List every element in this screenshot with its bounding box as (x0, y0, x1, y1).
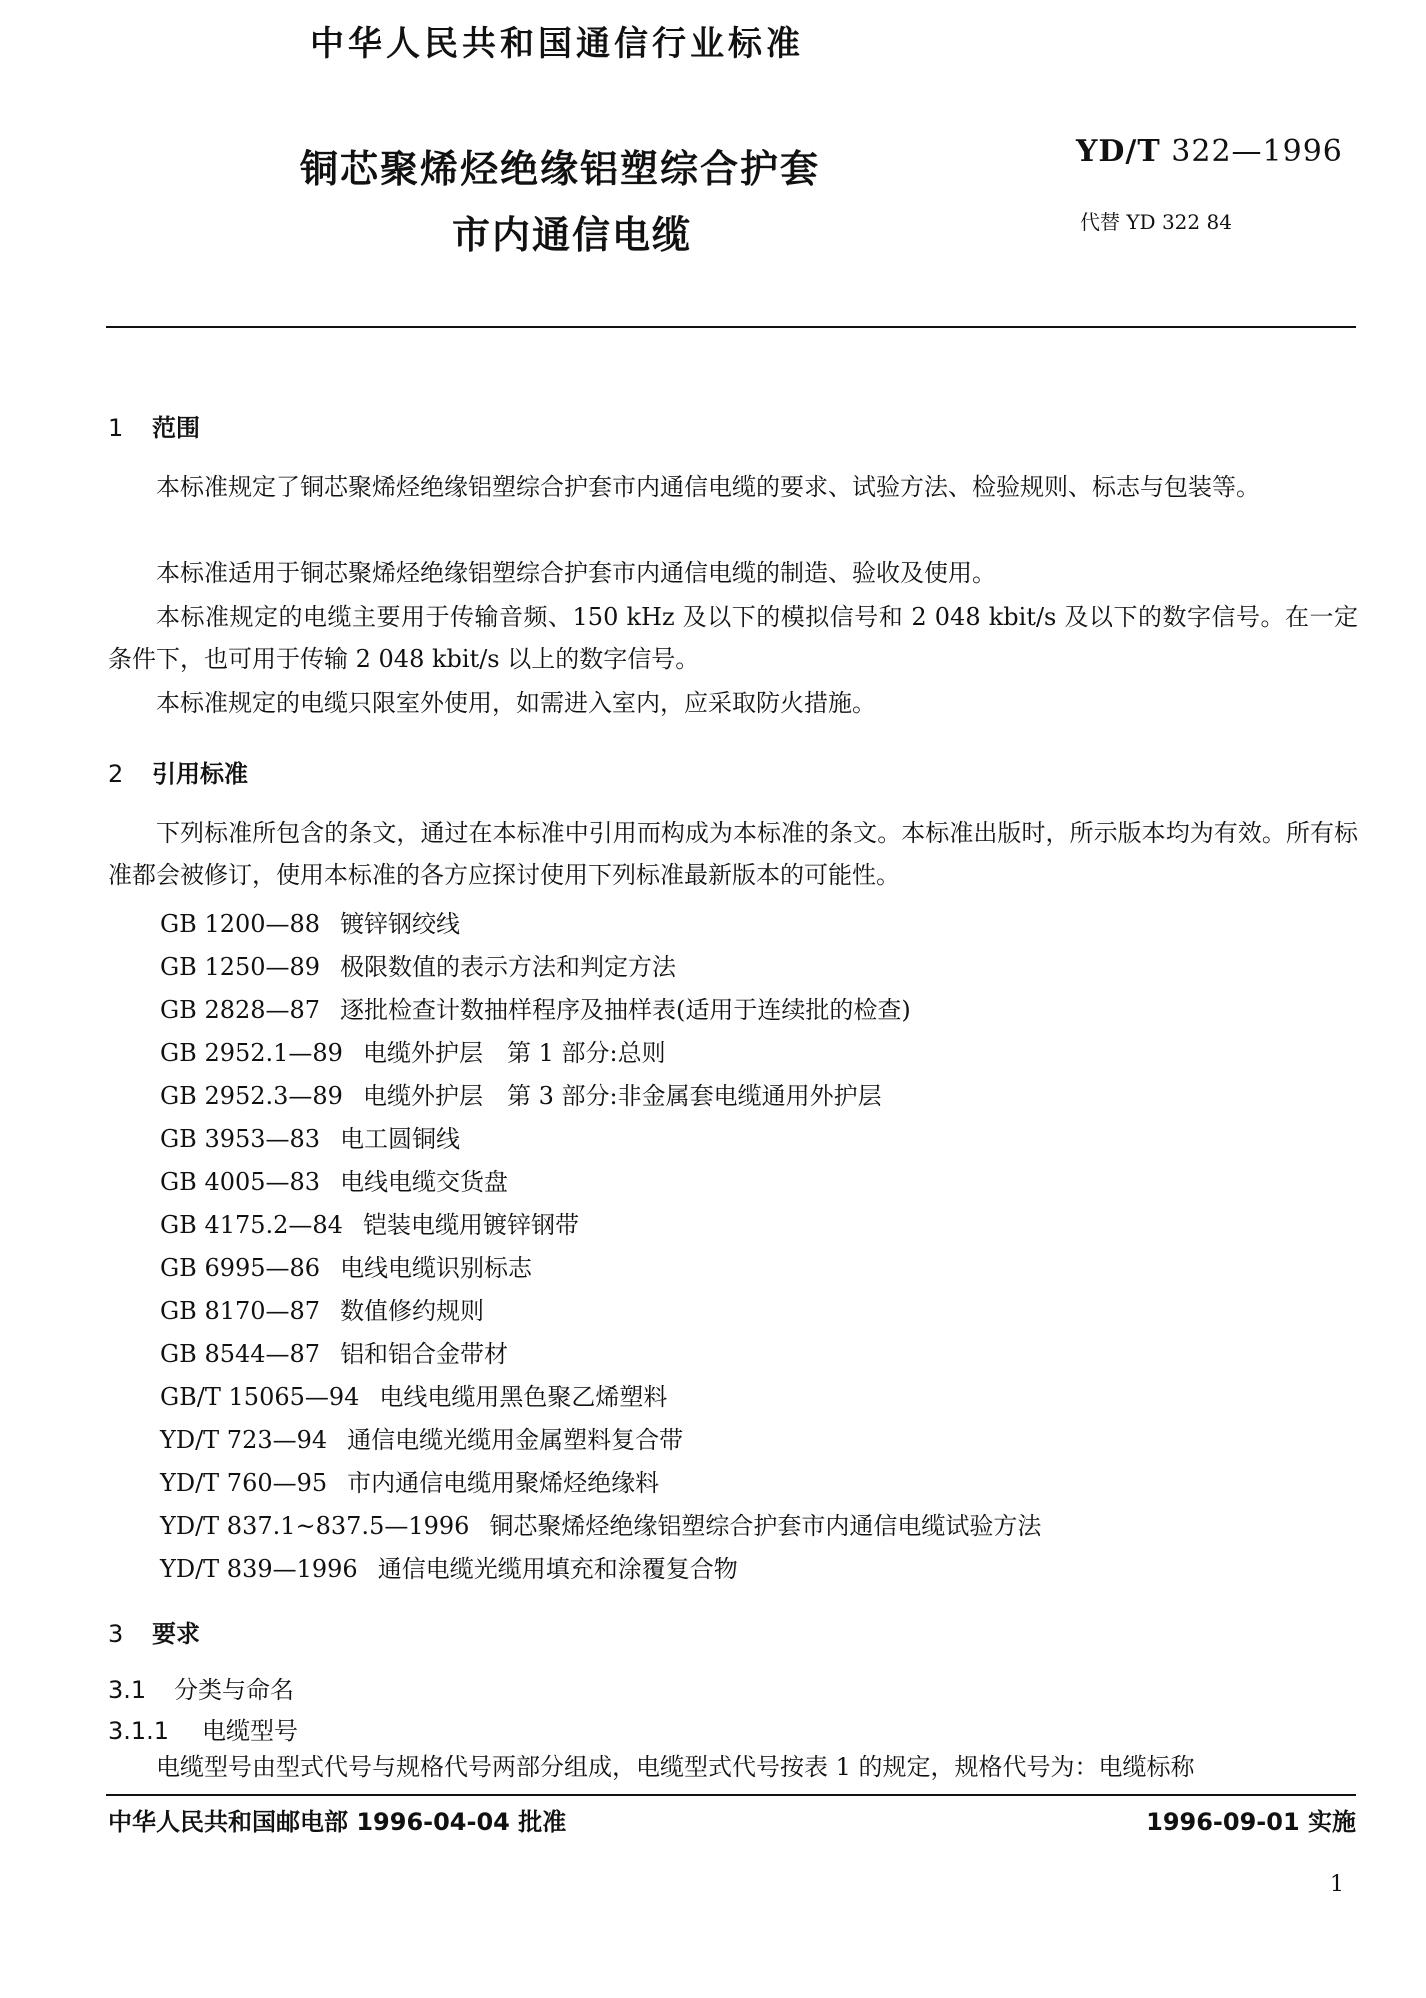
reference-item (160, 1162, 508, 1197)
paragraph: 本标准规定的电缆主要用于传输音频、150 kHz 及以下的模拟信号和 2 048 kbit/s 及以下的数字信号。在一定条件下，也可用于传输 2 048 kbit/s 以上的数字信号。 (108, 603, 1358, 673)
reference-title: 通信电缆光缆用金属塑料复合带 (347, 1426, 684, 1454)
reference-code: YD/T 760—95 (160, 1469, 328, 1497)
reference-item (160, 1033, 666, 1068)
reference-item (160, 1549, 738, 1584)
reference-title: 镀锌钢绞线 (340, 910, 461, 938)
reference-code: GB 4005—83 (160, 1168, 321, 1196)
reference-item (160, 1463, 659, 1498)
reference-item (160, 1076, 882, 1111)
reference-title: 市内通信电缆用聚烯烃绝缘料 (347, 1469, 660, 1497)
section-number: 1 (108, 414, 124, 442)
section-number: 2 (108, 760, 124, 788)
reference-title: 铝和铝合金带材 (340, 1340, 509, 1368)
reference-code: GB 2952.1—89 (160, 1039, 343, 1067)
subsection-3-1-1-heading (108, 1711, 298, 1746)
standard-code-number: 322—1996 (1171, 134, 1343, 169)
paragraph: 本标准规定了铜芯聚烯烃绝缘铝塑综合护套市内通信电缆的要求、试验方法、检验规则、标志与包装等。 (156, 473, 1260, 501)
subsection-title: 分类与命名 (174, 1676, 294, 1704)
section-title: 要求 (152, 1620, 200, 1648)
reference-item (160, 947, 676, 982)
reference-item (160, 904, 460, 939)
reference-code: GB 1200—88 (160, 910, 321, 938)
subsection-number: 3.1.1 (108, 1717, 170, 1745)
reference-title: 逐批检查计数抽样程序及抽样表(适用于连续批的检查) (340, 996, 911, 1024)
reference-item (160, 1506, 1041, 1541)
reference-title: 铠装电缆用镀锌钢带 (362, 1211, 579, 1239)
issuing-category: 中华人民共和国通信行业标准 (310, 24, 804, 64)
reference-title: 电线电缆用黑色聚乙烯塑料 (379, 1383, 668, 1411)
reference-item (160, 1420, 683, 1455)
section-title: 引用标准 (152, 760, 248, 788)
reference-item (160, 1377, 667, 1412)
reference-code: YD/T 723—94 (160, 1426, 328, 1454)
approval-statement: 中华人民共和国邮电部 1996-04-04 批准 (108, 1808, 567, 1836)
reference-item (160, 1248, 532, 1283)
section-number: 3 (108, 1620, 124, 1648)
reference-item (160, 1205, 579, 1240)
document-title-line1: 铜芯聚烯烃绝缘铝塑综合护套 (300, 147, 821, 191)
header-divider (106, 326, 1356, 328)
reference-title: 电工圆铜线 (340, 1125, 461, 1153)
reference-item (160, 990, 911, 1025)
standard-code (1076, 134, 1343, 169)
implementation-date: 1996-09-01 实施 (1146, 1808, 1356, 1836)
reference-code: GB/T 15065—94 (160, 1383, 360, 1411)
reference-item (160, 1291, 484, 1326)
reference-code: YD/T 837.1~837.5—1996 (160, 1512, 470, 1540)
paragraph: 本标准适用于铜芯聚烯烃绝缘铝塑综合护套市内通信电缆的制造、验收及使用。 (156, 559, 996, 587)
reference-title: 极限数值的表示方法和判定方法 (340, 953, 677, 981)
paragraph: 下列标准所包含的条文，通过在本标准中引用而构成为本标准的条文。本标准出版时，所示版本均为有效。所有标准都会被修订，使用本标准的各方应探讨使用下列标准最新版本的可能性。 (108, 819, 1358, 889)
standard-code-prefix: YD/T (1076, 134, 1161, 169)
reference-code: GB 8544—87 (160, 1340, 321, 1368)
subsection-title: 电缆型号 (202, 1717, 298, 1745)
reference-code: YD/T 839—1996 (160, 1555, 358, 1583)
subsection-number: 3.1 (108, 1676, 147, 1704)
reference-title: 电缆外护层 第 3 部分:非金属套电缆通用外护层 (362, 1082, 882, 1110)
section-3-heading (108, 1614, 200, 1649)
section-title: 范围 (152, 414, 200, 442)
reference-code: GB 2952.3—89 (160, 1082, 343, 1110)
reference-code: GB 1250—89 (160, 953, 321, 981)
reference-code: GB 3953—83 (160, 1125, 321, 1153)
reference-item (160, 1119, 460, 1154)
footer-divider (106, 1794, 1356, 1796)
reference-title: 电缆外护层 第 1 部分:总则 (362, 1039, 666, 1067)
page-number: 1 (1330, 1872, 1344, 1897)
reference-item (160, 1334, 508, 1369)
reference-title: 铜芯聚烯烃绝缘铝塑综合护套市内通信电缆试验方法 (489, 1512, 1042, 1540)
reference-title: 电线电缆识别标志 (340, 1254, 533, 1282)
reference-title: 电线电缆交货盘 (340, 1168, 509, 1196)
reference-title: 通信电缆光缆用填充和涂覆复合物 (377, 1555, 738, 1583)
reference-code: GB 8170—87 (160, 1297, 321, 1325)
reference-code: GB 4175.2—84 (160, 1211, 343, 1239)
paragraph: 电缆型号由型式代号与规格代号两部分组成，电缆型式代号按表 1 的规定，规格代号为：电缆标称 (156, 1753, 1195, 1781)
section-2-heading (108, 754, 248, 789)
reference-code: GB 2828—87 (160, 996, 321, 1024)
section-1-heading (108, 408, 200, 443)
reference-title: 数值修约规则 (340, 1297, 485, 1325)
reference-code: GB 6995—86 (160, 1254, 321, 1282)
paragraph: 本标准规定的电缆只限室外使用，如需进入室内，应采取防火措施。 (156, 689, 876, 717)
document-title-line2: 市内通信电缆 (452, 213, 693, 257)
subsection-3-1-heading (108, 1670, 294, 1705)
replaces-standard: 代替 YD 322 84 (1080, 210, 1232, 234)
